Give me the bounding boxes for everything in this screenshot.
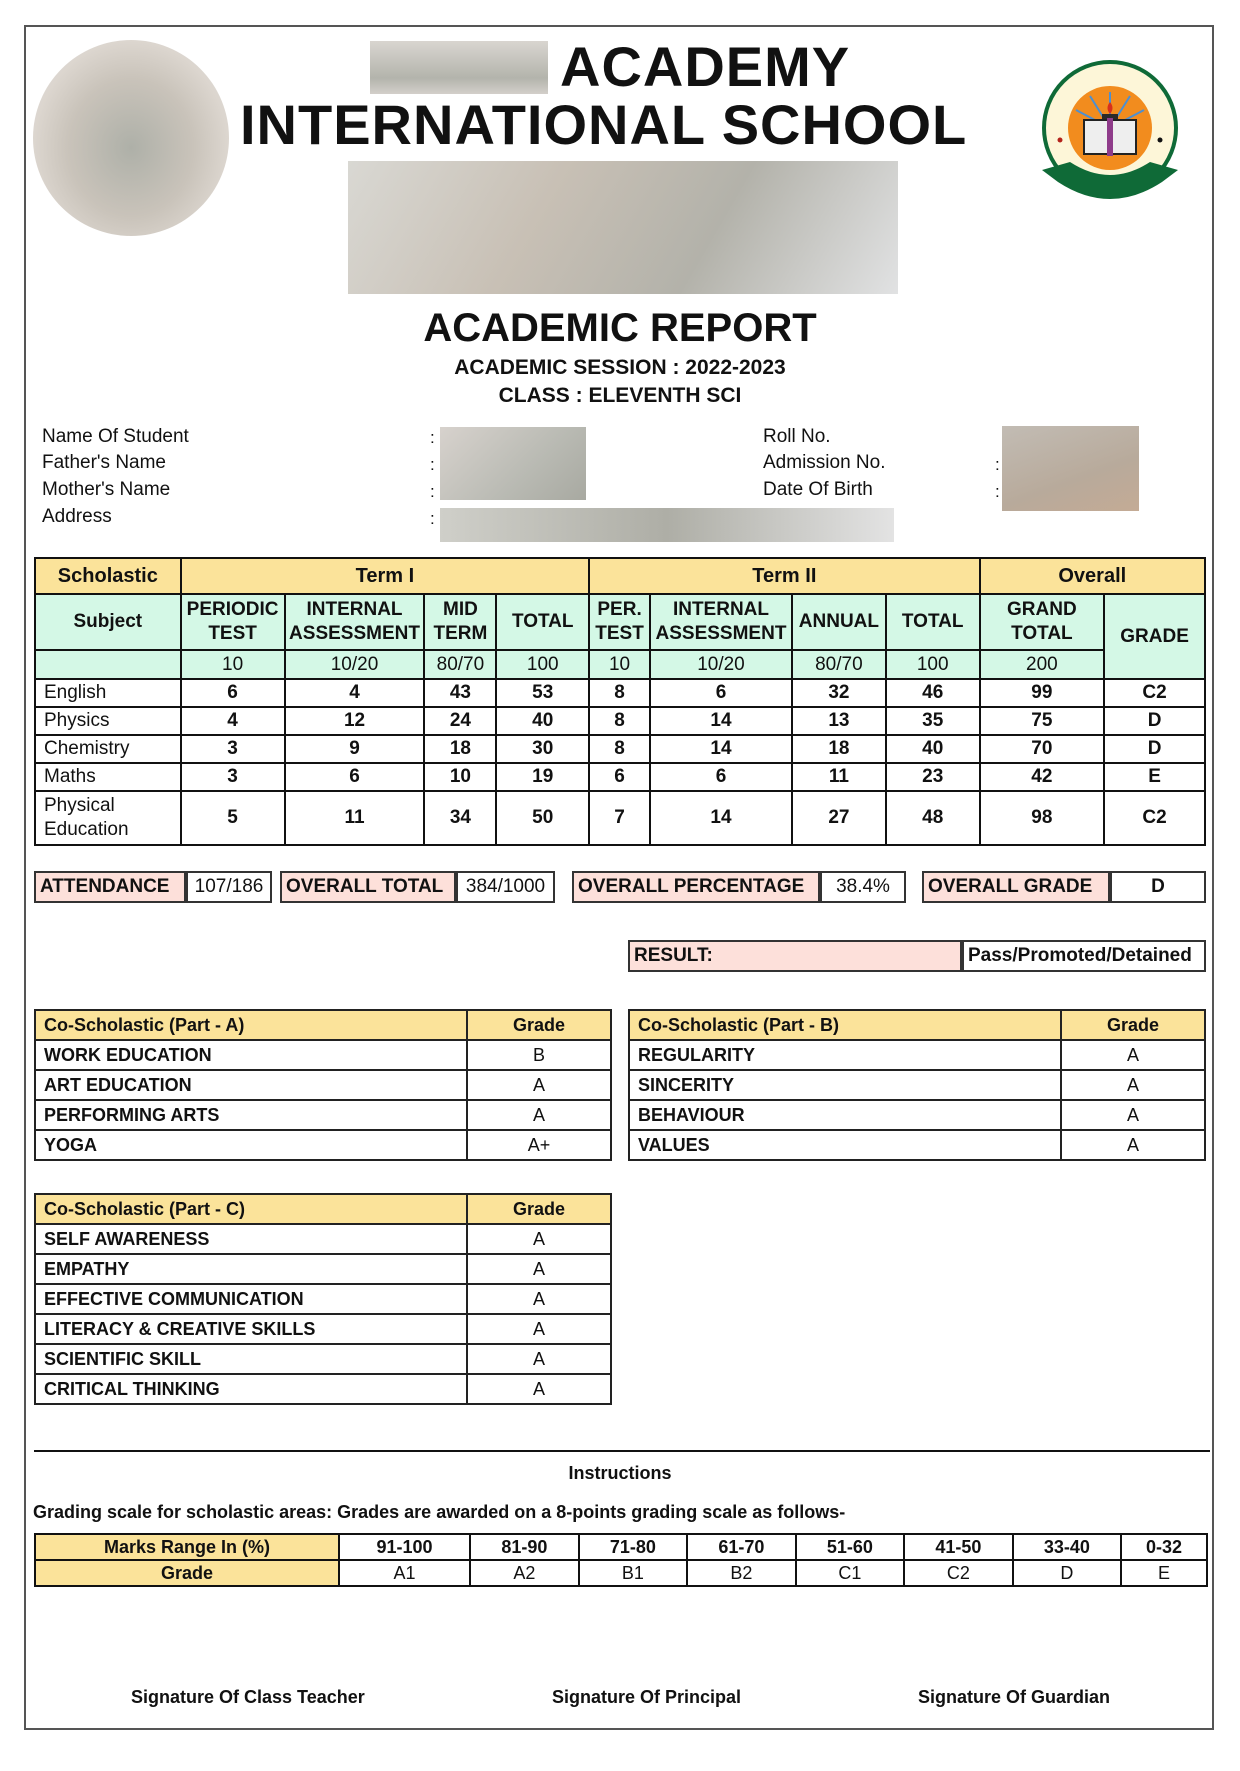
book-right-page [1112, 120, 1136, 154]
grade: C2 [1104, 679, 1205, 707]
activity-grade: A [467, 1100, 611, 1130]
co-scholastic-part-b-table [628, 1009, 1206, 1161]
max-marks: 10 [181, 650, 285, 679]
max-marks: 200 [980, 650, 1105, 679]
subject-row-chemistry [35, 735, 1205, 763]
max-marks: 80/70 [424, 650, 496, 679]
co-scholastic-part-c-table [34, 1193, 612, 1405]
marks-range-row [35, 1534, 1207, 1560]
skill-name: EFFECTIVE COMMUNICATION [35, 1284, 467, 1314]
book-left-page [1084, 120, 1108, 154]
max-marks: 10 [589, 650, 650, 679]
attribute-grade: A [1061, 1070, 1205, 1100]
co-scholastic-row [35, 1100, 611, 1130]
colon: : [430, 482, 435, 501]
grand-total: 42 [980, 763, 1105, 791]
mark: 3 [181, 763, 285, 791]
col-t1-total: TOTAL [496, 594, 589, 650]
mark: 46 [886, 679, 980, 707]
grand-total: 98 [980, 791, 1105, 845]
grade: D [1104, 735, 1205, 763]
label-student-name: Name Of Student [42, 426, 189, 447]
marks-range: 81-90 [470, 1534, 579, 1560]
part-a-title: Co-Scholastic (Part - A) [35, 1010, 467, 1040]
school-name-line2: INTERNATIONAL SCHOOL [240, 93, 968, 156]
col-t2-total: TOTAL [886, 594, 980, 650]
attribute-grade: A [1061, 1040, 1205, 1070]
mark: 9 [285, 735, 425, 763]
max-marks: 80/70 [792, 650, 886, 679]
grade-value: D [1013, 1560, 1122, 1586]
mark: 10 [424, 763, 496, 791]
mark: 11 [792, 763, 886, 791]
col-t2-annual: ANNUAL [792, 594, 886, 650]
label-address: Address [42, 506, 112, 527]
grade-label: Grade [35, 1560, 339, 1586]
mark: 18 [792, 735, 886, 763]
skill-grade: A [467, 1314, 611, 1344]
max-marks: 100 [496, 650, 589, 679]
grade-value: B1 [579, 1560, 688, 1586]
skill-name: SELF AWARENESS [35, 1224, 467, 1254]
student-address-redacted [440, 508, 894, 542]
book-spine [1107, 118, 1113, 156]
student-photo-redacted [33, 40, 229, 236]
skill-grade: A [467, 1374, 611, 1404]
part-b-title: Co-Scholastic (Part - B) [629, 1010, 1061, 1040]
class-label: CLASS : ELEVENTH SCI [498, 384, 742, 407]
emblem-dot-left [1058, 138, 1063, 143]
grading-scale-description: Grading scale for scholastic areas: Grades are awarded on a 8-points grading scale as follows- [33, 1502, 846, 1522]
label-roll-no: Roll No. [763, 426, 831, 447]
attribute-grade: A [1061, 1100, 1205, 1130]
grade: D [1104, 707, 1205, 735]
col-t1-mid-term: MID TERM [424, 594, 496, 650]
skill-grade: A [467, 1284, 611, 1314]
marks-range: 71-80 [579, 1534, 688, 1560]
co-scholastic-row [35, 1040, 611, 1070]
header-scholastic: Scholastic [35, 558, 181, 594]
co-scholastic-row [629, 1070, 1205, 1100]
col-grade: GRADE [1104, 594, 1205, 679]
subject-row-physics [35, 707, 1205, 735]
co-scholastic-row [35, 1374, 611, 1404]
colon: : [430, 455, 435, 474]
attribute-name: SINCERITY [629, 1070, 1061, 1100]
skill-grade: A [467, 1224, 611, 1254]
skill-grade: A [467, 1254, 611, 1284]
overall-grade-label: OVERALL GRADE [922, 871, 1110, 903]
skill-name: LITERACY & CREATIVE SKILLS [35, 1314, 467, 1344]
grand-total: 75 [980, 707, 1105, 735]
marks-range: 33-40 [1013, 1534, 1122, 1560]
grade-value: E [1121, 1560, 1207, 1586]
colon: : [995, 455, 1000, 474]
mark: 27 [792, 791, 886, 845]
header-term-2: Term II [589, 558, 979, 594]
mark: 40 [886, 735, 980, 763]
signature-class-teacher: Signature Of Class Teacher [131, 1687, 365, 1707]
overall-grade-value: D [1110, 871, 1206, 903]
skill-name: SCIENTIFIC SKILL [35, 1344, 467, 1374]
grade: E [1104, 763, 1205, 791]
subject-name: Physics [35, 707, 181, 735]
overall-percentage-label: OVERALL PERCENTAGE [572, 871, 820, 903]
max-marks: 10/20 [285, 650, 425, 679]
mark: 19 [496, 763, 589, 791]
subject-name: Chemistry [35, 735, 181, 763]
part-b-grade-header: Grade [1061, 1010, 1205, 1040]
co-scholastic-part-a-table [34, 1009, 612, 1161]
label-father-name: Father's Name [42, 452, 167, 473]
co-scholastic-row [629, 1040, 1205, 1070]
mark: 40 [496, 707, 589, 735]
activity-name: YOGA [35, 1130, 467, 1160]
mark: 53 [496, 679, 589, 707]
academic-session: ACADEMIC SESSION : 2022-2023 [454, 356, 786, 379]
school-name-line1: ACADEMY [560, 35, 851, 98]
grade-row [35, 1560, 1207, 1586]
mark: 30 [496, 735, 589, 763]
mark: 5 [181, 791, 285, 845]
col-t2-internal-assessment: INTERNAL ASSESSMENT [650, 594, 792, 650]
colon: : [995, 482, 1000, 501]
attribute-name: VALUES [629, 1130, 1061, 1160]
co-scholastic-row [35, 1254, 611, 1284]
marks-range: 61-70 [687, 1534, 796, 1560]
marks-range: 41-50 [904, 1534, 1013, 1560]
mark: 6 [589, 763, 650, 791]
signature-guardian: Signature Of Guardian [918, 1687, 1111, 1707]
header-term-1: Term I [181, 558, 589, 594]
subject-row-maths [35, 763, 1205, 791]
co-scholastic-row [35, 1224, 611, 1254]
mark: 8 [589, 735, 650, 763]
grade: C2 [1104, 791, 1205, 845]
mark: 50 [496, 791, 589, 845]
activity-grade: A+ [467, 1130, 611, 1160]
col-t2-periodic-test: PER. TEST [589, 594, 650, 650]
co-scholastic-row [629, 1100, 1205, 1130]
cbse-emblem-icon [1030, 58, 1190, 218]
mark: 18 [424, 735, 496, 763]
grade-value: B2 [687, 1560, 796, 1586]
marks-range: 51-60 [796, 1534, 905, 1560]
co-scholastic-row [35, 1284, 611, 1314]
mark: 43 [424, 679, 496, 707]
grand-total: 70 [980, 735, 1105, 763]
mark: 6 [181, 679, 285, 707]
overall-percentage-value: 38.4% [820, 871, 906, 903]
mark: 32 [792, 679, 886, 707]
mark: 3 [181, 735, 285, 763]
part-c-grade-header: Grade [467, 1194, 611, 1224]
skill-name: EMPATHY [35, 1254, 467, 1284]
subject-name: Physical Education [35, 791, 181, 845]
attribute-name: BEHAVIOUR [629, 1100, 1061, 1130]
scholastic-marks-table [34, 557, 1206, 846]
label-mother-name: Mother's Name [42, 479, 171, 500]
co-scholastic-row [35, 1070, 611, 1100]
grade-value: A1 [339, 1560, 470, 1586]
attendance-label: ATTENDANCE [34, 871, 186, 903]
signature-principal: Signature Of Principal [552, 1687, 742, 1707]
part-a-grade-header: Grade [467, 1010, 611, 1040]
grading-scale-table [34, 1533, 1208, 1587]
attribute-name: REGULARITY [629, 1040, 1061, 1070]
label-date-of-birth: Date Of Birth [763, 479, 873, 500]
col-grand-total: GRAND TOTAL [980, 594, 1105, 650]
result-value: Pass/Promoted/Detained [962, 940, 1206, 972]
mark: 23 [886, 763, 980, 791]
grade-value: C2 [904, 1560, 1013, 1586]
report-title: ACADEMIC REPORT [423, 306, 817, 350]
marks-range: 91-100 [339, 1534, 470, 1560]
subject-name: English [35, 679, 181, 707]
mark: 48 [886, 791, 980, 845]
overall-total-value: 384/1000 [456, 871, 555, 903]
mark: 14 [650, 791, 792, 845]
co-scholastic-row [35, 1344, 611, 1374]
mark: 14 [650, 735, 792, 763]
grade-value: C1 [796, 1560, 905, 1586]
school-name-prefix-redacted [370, 41, 548, 94]
co-scholastic-row [629, 1130, 1205, 1160]
activity-name: PERFORMING ARTS [35, 1100, 467, 1130]
mark: 13 [792, 707, 886, 735]
co-scholastic-row [35, 1130, 611, 1160]
school-address-redacted [348, 161, 898, 294]
col-t1-periodic-test: PERIODIC TEST [181, 594, 285, 650]
instructions-title: Instructions [568, 1463, 672, 1483]
activity-grade: A [467, 1070, 611, 1100]
col-subject: Subject [35, 594, 181, 650]
skill-grade: A [467, 1344, 611, 1374]
marks-range-label: Marks Range In (%) [35, 1534, 339, 1560]
col-t1-internal-assessment: INTERNAL ASSESSMENT [285, 594, 425, 650]
mark: 24 [424, 707, 496, 735]
student-details-redacted [440, 427, 586, 500]
subject-row-physical-education [35, 791, 1205, 845]
mark: 35 [886, 707, 980, 735]
max-marks: 10/20 [650, 650, 792, 679]
marks-range: 0-32 [1121, 1534, 1207, 1560]
mark: 6 [650, 763, 792, 791]
mark: 34 [424, 791, 496, 845]
result-label: RESULT: [628, 940, 962, 972]
activity-grade: B [467, 1040, 611, 1070]
attribute-grade: A [1061, 1130, 1205, 1160]
colon: : [430, 428, 435, 447]
mark: 6 [650, 679, 792, 707]
header-overall: Overall [980, 558, 1205, 594]
co-scholastic-row [35, 1314, 611, 1344]
mark: 4 [285, 679, 425, 707]
overall-total-label: OVERALL TOTAL [280, 871, 456, 903]
activity-name: ART EDUCATION [35, 1070, 467, 1100]
colon: : [430, 509, 435, 528]
max-marks: 100 [886, 650, 980, 679]
emblem-dot-right [1158, 138, 1163, 143]
grade-value: A2 [470, 1560, 579, 1586]
attendance-value: 107/186 [186, 871, 272, 903]
mark: 8 [589, 679, 650, 707]
mark: 14 [650, 707, 792, 735]
grand-total: 99 [980, 679, 1105, 707]
skill-name: CRITICAL THINKING [35, 1374, 467, 1404]
mark: 8 [589, 707, 650, 735]
activity-name: WORK EDUCATION [35, 1040, 467, 1070]
roll-admission-dob-redacted [1002, 426, 1139, 511]
part-c-title: Co-Scholastic (Part - C) [35, 1194, 467, 1224]
label-admission-no: Admission No. [763, 452, 886, 473]
subject-name: Maths [35, 763, 181, 791]
mark: 12 [285, 707, 425, 735]
mark: 6 [285, 763, 425, 791]
mark: 4 [181, 707, 285, 735]
section-divider [34, 1450, 1210, 1452]
mark: 11 [285, 791, 425, 845]
mark: 7 [589, 791, 650, 845]
subject-row-english [35, 679, 1205, 707]
max-marks-blank [35, 650, 181, 679]
